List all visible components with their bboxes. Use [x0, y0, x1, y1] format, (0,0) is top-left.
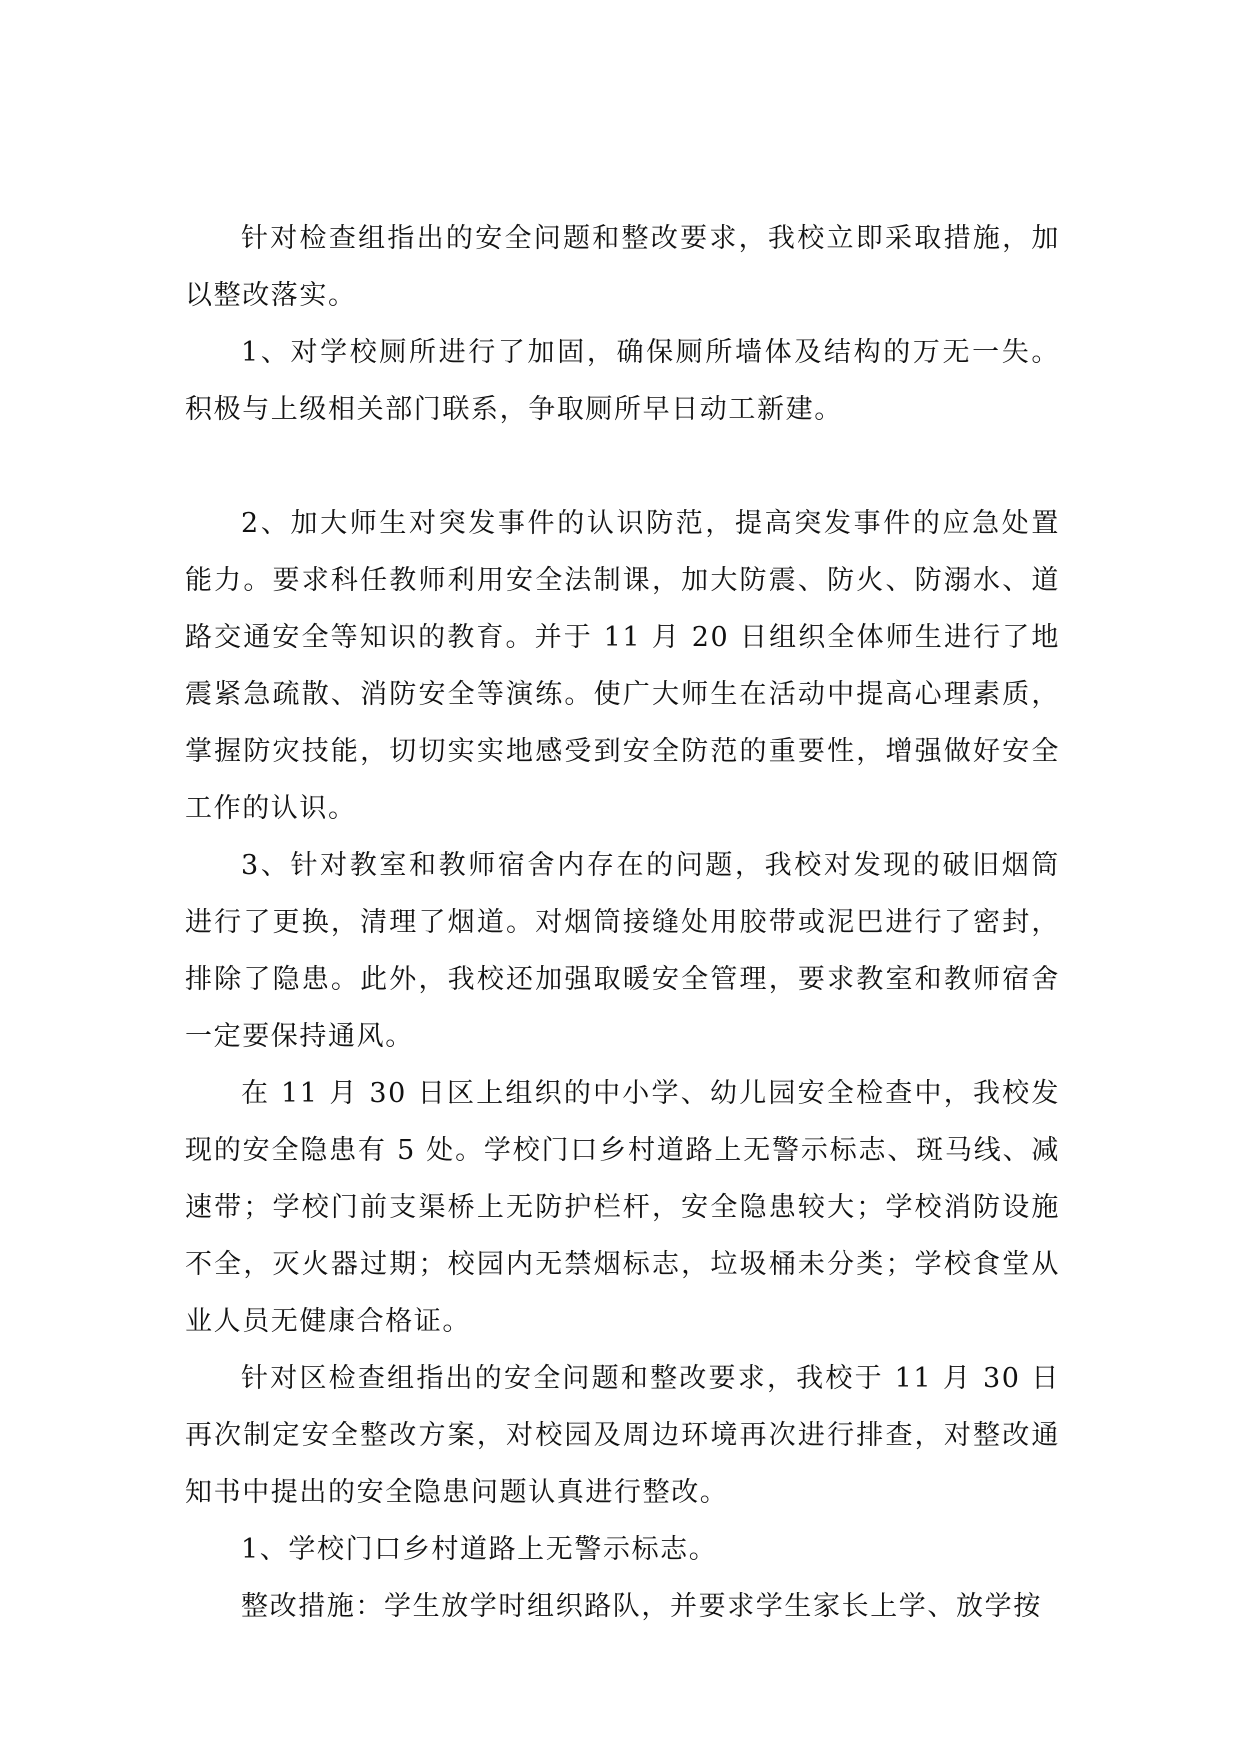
- paragraph-rectification-plan: 针对区检查组指出的安全问题和整改要求，我校于 11 月 30 日再次制定安全整改方案，对校园及周边环境再次进行排查，对整改通知书中提出的安全隐患问题认真进行整改。: [185, 1363, 1060, 1508]
- paragraph-item-2-emergency: 2、加大师生对突发事件的认识防范，提高突发事件的应急处置能力。要求科任教师利用安全法制课，加大防震、防火、防溺水、道路交通安全等知识的教育。并于 11 月 20 日组织全体师生进行了地震紧急疏散、消防安全等演练。使广大师生在活动中提高心理素质，掌握防灾技能，切切实实地感受到安全防范的重要性，增强做好安全工作的认识。: [185, 508, 1060, 824]
- paragraph-item-1-toilet: 1、对学校厕所进行了加固，确保厕所墙体及结构的万无一失。积极与上级相关部门联系，争取厕所早日动工新建。: [185, 337, 1060, 425]
- paragraph-intro: 针对检查组指出的安全问题和整改要求，我校立即采取措施，加以整改落实。: [185, 223, 1060, 311]
- document-body: [185, 210, 1060, 1635]
- paragraph-district-inspection: 在 11 月 30 日区上组织的中小学、幼儿园安全检查中，我校发现的安全隐患有 5 处。学校门口乡村道路上无警示标志、斑马线、减速带；学校门前支渠桥上无防护栏杆，安全隐患较大；学校消防设施不全，灭火器过期；校园内无禁烟标志，垃圾桶未分类；学校食堂从业人员无健康合格证。: [185, 1078, 1060, 1337]
- paragraph-spacer: [185, 438, 1060, 495]
- paragraph-measures: 整改措施：学生放学时组织路队，并要求学生家长上学、放学按: [241, 1591, 1042, 1622]
- paragraph-issue-1: 1、学校门口乡村道路上无警示标志。: [241, 1534, 718, 1565]
- paragraph-item-3-chimney: 3、针对教室和教师宿舍内存在的问题，我校对发现的破旧烟筒进行了更换，清理了烟道。对烟筒接缝处用胶带或泥巴进行了密封，排除了隐患。此外，我校还加强取暖安全管理，要求教室和教师宿舍一定要保持通风。: [185, 850, 1060, 1052]
